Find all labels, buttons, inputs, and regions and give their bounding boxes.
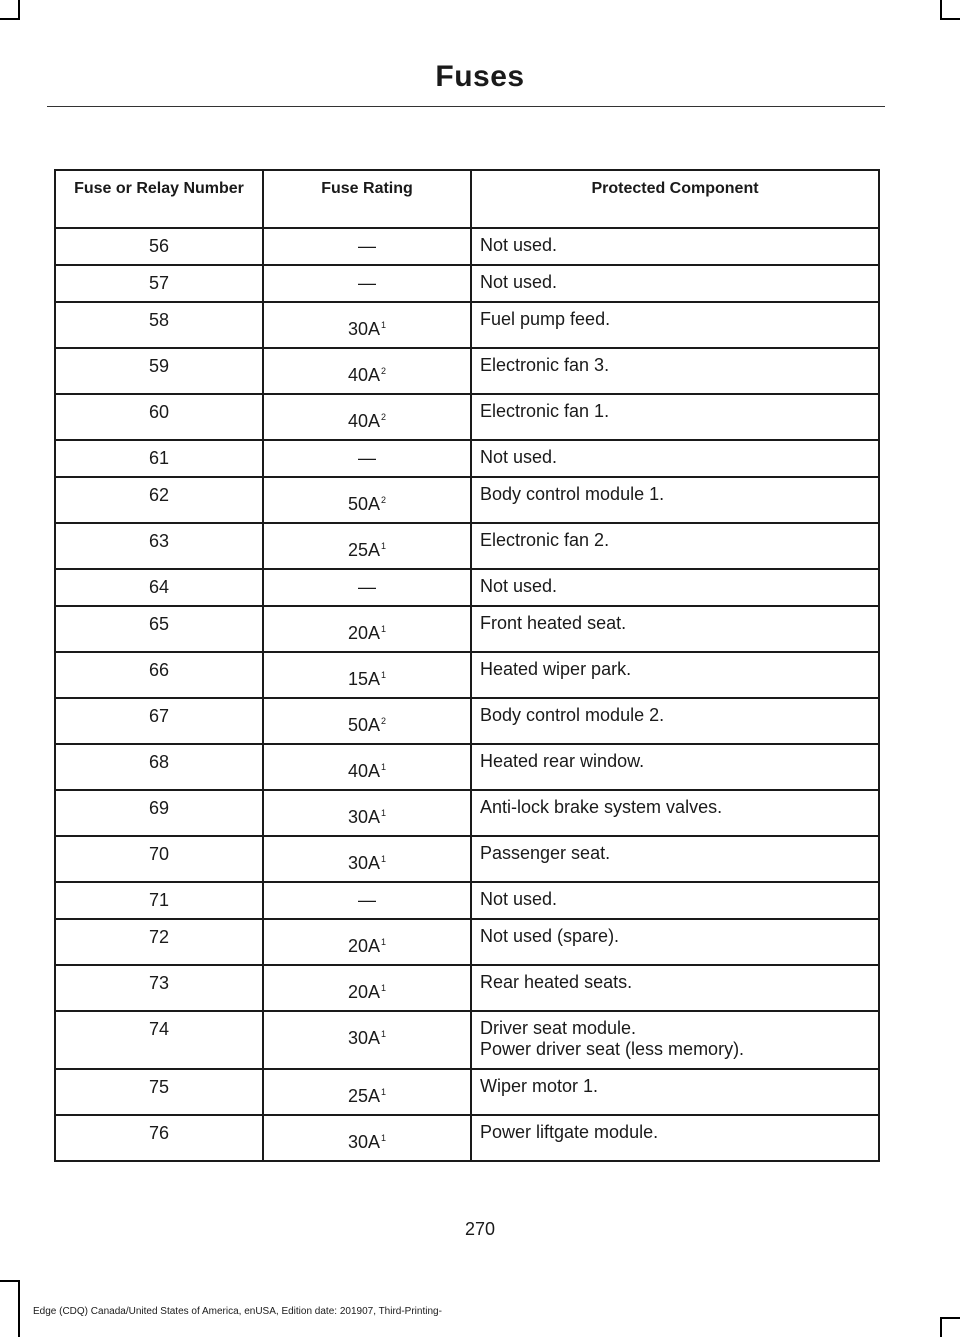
component-text: Electronic fan 2. <box>480 530 610 550</box>
crop-mark <box>18 1280 20 1337</box>
fuse-number: 62 <box>55 477 263 523</box>
rating-value: — <box>358 273 376 293</box>
table-row <box>55 882 879 919</box>
protected-component <box>471 790 879 836</box>
table-row <box>55 228 879 265</box>
table-row <box>55 652 879 698</box>
rating-value: 15A <box>347 669 380 689</box>
rating-value: 25A <box>347 540 380 560</box>
fuse-rating <box>263 348 471 394</box>
fuse-rating <box>263 744 471 790</box>
table-row <box>55 302 879 348</box>
rating-footnote-marker: 2 <box>381 412 387 422</box>
rating-footnote-marker: 1 <box>381 670 387 680</box>
component-text: Fuel pump feed. <box>480 309 611 329</box>
component-text: Electronic fan 1. <box>480 401 610 421</box>
crop-mark <box>0 18 20 20</box>
component-text: Driver seat module. <box>480 1018 637 1038</box>
fuse-number: 68 <box>55 744 263 790</box>
table-row <box>55 348 879 394</box>
fuse-number: 65 <box>55 606 263 652</box>
fuse-number: 57 <box>55 265 263 302</box>
component-text: Passenger seat. <box>480 843 611 863</box>
rating-value: — <box>358 236 376 256</box>
rating-value: 50A <box>347 494 380 514</box>
rating-value: 30A <box>347 807 380 827</box>
rating-value: 30A <box>347 1028 380 1048</box>
protected-component <box>471 523 879 569</box>
fuse-rating <box>263 1115 471 1161</box>
protected-component <box>471 744 879 790</box>
table-row <box>55 1011 879 1069</box>
component-text: Not used. <box>480 576 558 596</box>
table-row <box>55 836 879 882</box>
fuse-number: 56 <box>55 228 263 265</box>
protected-component <box>471 569 879 606</box>
rating-value: 20A <box>347 623 380 643</box>
protected-component <box>471 265 879 302</box>
fuse-rating <box>263 790 471 836</box>
component-text: Body control module 1. <box>480 484 665 504</box>
rating-footnote-marker: 1 <box>381 541 387 551</box>
table-row <box>55 440 879 477</box>
component-text: Wiper motor 1. <box>480 1076 599 1096</box>
rating-footnote-marker: 1 <box>381 1087 387 1097</box>
page-title: Fuses <box>435 60 525 93</box>
crop-mark <box>940 0 942 20</box>
fuse-rating <box>263 477 471 523</box>
table-body <box>55 228 879 1161</box>
fuse-rating <box>263 652 471 698</box>
fuse-rating <box>263 698 471 744</box>
fuse-rating <box>263 394 471 440</box>
table-row <box>55 265 879 302</box>
fuse-number: 74 <box>55 1011 263 1069</box>
table-header-row <box>55 170 879 228</box>
table-row <box>55 744 879 790</box>
protected-component <box>471 1069 879 1115</box>
fuse-rating <box>263 569 471 606</box>
component-text: Power driver seat (less memory). <box>480 1039 745 1059</box>
fuse-number: 61 <box>55 440 263 477</box>
column-header-component: Protected Component <box>471 170 879 228</box>
fuse-rating <box>263 836 471 882</box>
rating-value: 25A <box>347 1086 380 1106</box>
rating-footnote-marker: 2 <box>381 716 387 726</box>
fuse-table <box>54 169 880 1162</box>
component-text: Heated rear window. <box>480 751 645 771</box>
protected-component <box>471 348 879 394</box>
fuse-number: 64 <box>55 569 263 606</box>
protected-component <box>471 836 879 882</box>
rating-footnote-marker: 1 <box>381 983 387 993</box>
component-text: Not used. <box>480 889 558 909</box>
fuse-rating <box>263 302 471 348</box>
component-text: Rear heated seats. <box>480 972 633 992</box>
component-text: Anti-lock brake system valves. <box>480 797 723 817</box>
fuse-rating <box>263 440 471 477</box>
fuse-number: 70 <box>55 836 263 882</box>
fuse-rating <box>263 228 471 265</box>
protected-component <box>471 302 879 348</box>
fuse-number: 76 <box>55 1115 263 1161</box>
fuse-number: 59 <box>55 348 263 394</box>
rating-value: 40A <box>347 411 380 431</box>
fuse-number: 71 <box>55 882 263 919</box>
column-header-rating: Fuse Rating <box>263 170 471 228</box>
rating-value: 30A <box>347 319 380 339</box>
rating-footnote-marker: 1 <box>381 624 387 634</box>
fuse-rating <box>263 265 471 302</box>
rating-value: 20A <box>347 936 380 956</box>
fuse-number: 69 <box>55 790 263 836</box>
component-text: Front heated seat. <box>480 613 627 633</box>
component-text: Not used. <box>480 235 558 255</box>
component-text: Electronic fan 3. <box>480 355 610 375</box>
component-text: Body control module 2. <box>480 705 665 725</box>
fuse-rating <box>263 523 471 569</box>
table-row <box>55 1115 879 1161</box>
fuse-number: 60 <box>55 394 263 440</box>
table-row <box>55 1069 879 1115</box>
fuse-number: 72 <box>55 919 263 965</box>
protected-component <box>471 965 879 1011</box>
fuse-rating <box>263 1069 471 1115</box>
protected-component <box>471 228 879 265</box>
crop-mark <box>18 0 20 20</box>
fuse-rating <box>263 1011 471 1069</box>
rating-footnote-marker: 1 <box>381 1029 387 1039</box>
edition-footer: Edge (CDQ) Canada/United States of America, enUSA, Edition date: 201907, Third-Printing- <box>33 1306 442 1317</box>
rating-value: — <box>358 890 376 910</box>
table-row <box>55 698 879 744</box>
protected-component <box>471 652 879 698</box>
rating-value: 40A <box>347 365 380 385</box>
rating-footnote-marker: 2 <box>381 495 387 505</box>
rating-footnote-marker: 1 <box>381 762 387 772</box>
fuse-number: 66 <box>55 652 263 698</box>
table-row <box>55 606 879 652</box>
component-text: Power liftgate module. <box>480 1122 659 1142</box>
fuse-rating <box>263 965 471 1011</box>
fuse-number: 73 <box>55 965 263 1011</box>
fuse-number: 67 <box>55 698 263 744</box>
table-row <box>55 523 879 569</box>
table-row <box>55 569 879 606</box>
protected-component <box>471 1115 879 1161</box>
rating-value: 30A <box>347 1132 380 1152</box>
component-text: Not used. <box>480 272 558 292</box>
crop-mark <box>940 18 960 20</box>
rating-value: 50A <box>347 715 380 735</box>
table-row <box>55 790 879 836</box>
title-divider <box>47 106 885 107</box>
fuse-number: 75 <box>55 1069 263 1115</box>
crop-mark <box>940 1317 942 1337</box>
column-header-number: Fuse or Relay Number <box>55 170 263 228</box>
table-row <box>55 965 879 1011</box>
fuse-rating <box>263 919 471 965</box>
rating-footnote-marker: 1 <box>381 937 387 947</box>
protected-component <box>471 698 879 744</box>
fuse-number: 63 <box>55 523 263 569</box>
rating-value: — <box>358 577 376 597</box>
rating-value: 40A <box>347 761 380 781</box>
protected-component <box>471 606 879 652</box>
fuse-number: 58 <box>55 302 263 348</box>
protected-component <box>471 440 879 477</box>
table-row <box>55 919 879 965</box>
protected-component <box>471 1011 879 1069</box>
crop-mark <box>940 1317 960 1319</box>
component-text: Not used. <box>480 447 558 467</box>
component-text: Heated wiper park. <box>480 659 632 679</box>
protected-component <box>471 394 879 440</box>
table-row <box>55 477 879 523</box>
page-number: 270 <box>464 1219 496 1239</box>
rating-footnote-marker: 1 <box>381 808 387 818</box>
rating-footnote-marker: 1 <box>381 320 387 330</box>
rating-footnote-marker: 2 <box>381 366 387 376</box>
protected-component <box>471 477 879 523</box>
fuse-rating <box>263 882 471 919</box>
rating-value: 30A <box>347 853 380 873</box>
crop-mark <box>0 1280 20 1282</box>
rating-value: — <box>358 448 376 468</box>
rating-footnote-marker: 1 <box>381 854 387 864</box>
protected-component <box>471 882 879 919</box>
protected-component <box>471 919 879 965</box>
rating-value: 20A <box>347 982 380 1002</box>
component-text: Not used (spare). <box>480 926 620 946</box>
fuse-rating <box>263 606 471 652</box>
rating-footnote-marker: 1 <box>381 1133 387 1143</box>
table-row <box>55 394 879 440</box>
